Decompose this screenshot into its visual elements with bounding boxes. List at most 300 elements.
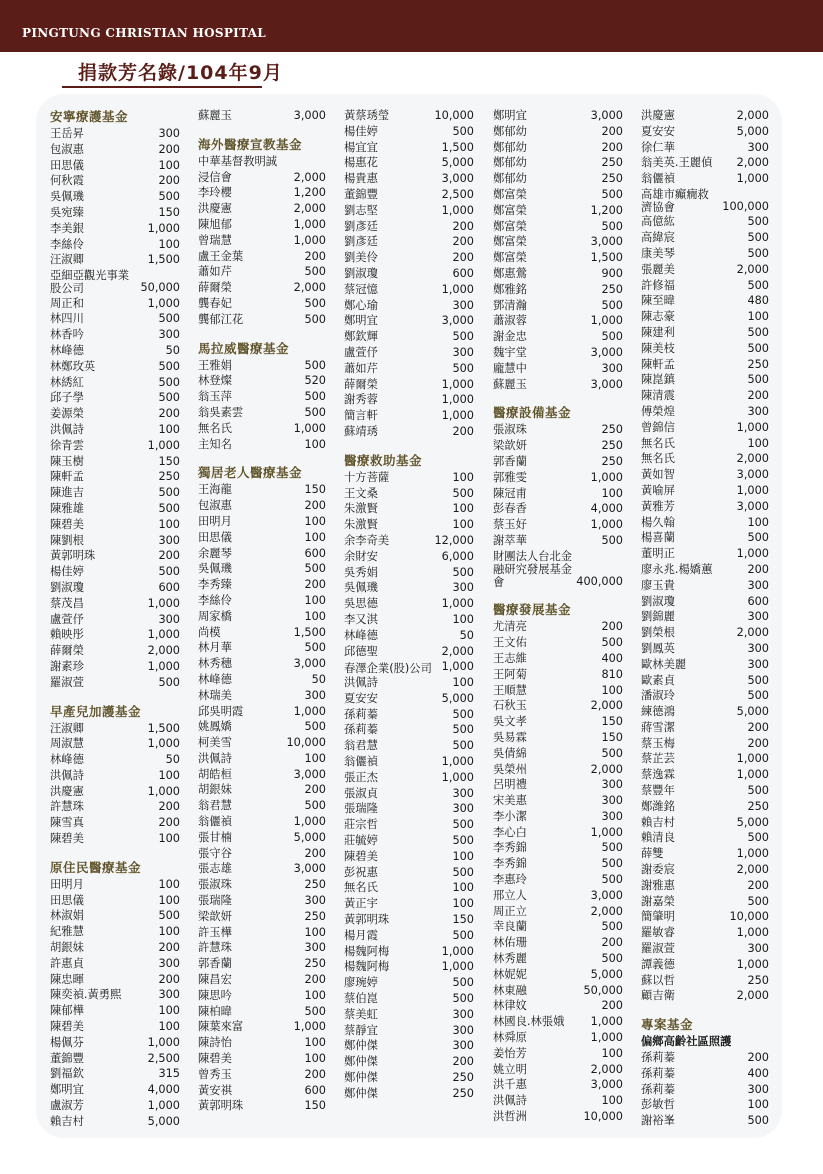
donor-row (493, 470, 623, 486)
donation-amount: 100 (304, 593, 326, 607)
donor-row (344, 108, 474, 124)
donation-amount: 1,000 (147, 596, 180, 610)
donor-name: 林舜原 (493, 1031, 527, 1045)
donor-row (493, 967, 623, 983)
donor-name: 蔡芷芸 (641, 752, 675, 766)
header-bar (0, 0, 823, 52)
donor-row (50, 343, 180, 359)
donor-row (641, 341, 769, 357)
donor-row (50, 485, 180, 501)
donor-name: 吳宛臻 (50, 205, 84, 219)
donor-name: 徐仁華 (641, 140, 675, 154)
donor-row (344, 707, 474, 723)
donor-row (50, 311, 180, 327)
fund-heading: 海外醫療宣教基金 (198, 136, 303, 152)
donor-name: 郭香蘭 (493, 454, 527, 468)
donor-name: 黃蔡琇瑩 (344, 109, 390, 122)
donor-name: 黃喻屏 (641, 483, 675, 497)
donor-row (493, 919, 623, 935)
donor-row (344, 549, 474, 565)
donation-amount: 300 (452, 298, 474, 312)
donor-row (198, 1098, 326, 1114)
donation-amount: 500 (601, 952, 623, 966)
donor-name: 鄭富榮 (493, 203, 527, 217)
donor-name: 陳劉根 (50, 533, 84, 547)
donor-row (198, 296, 326, 312)
donor-row (641, 1066, 769, 1082)
donation-amount: 1,000 (736, 547, 769, 561)
donor-name: 夏安安 (641, 124, 675, 138)
donor-name: 莊宗哲 (344, 818, 378, 832)
donation-amount: 500 (158, 190, 180, 204)
donor-name: 羅敏睿 (641, 926, 675, 940)
donor-row (493, 454, 623, 470)
donation-amount: 500 (452, 124, 474, 138)
donor-row (50, 799, 180, 815)
donor-name: 歐素貞 (641, 673, 675, 687)
donor-row (493, 951, 623, 967)
donation-amount: 250 (747, 357, 769, 371)
donor-name: 高雄市癲癇救濟協會 (641, 187, 709, 215)
donor-row (493, 840, 623, 856)
donor-row (641, 751, 769, 767)
donor-row (493, 219, 623, 235)
donation-amount: 300 (601, 778, 623, 792)
donation-amount: 200 (747, 878, 769, 892)
donation-amount: 100 (304, 925, 326, 939)
donation-amount: 150 (304, 1099, 326, 1113)
donor-name: 王順慧 (493, 683, 527, 697)
donation-amount: 500 (158, 565, 180, 579)
donation-amount: 100 (158, 158, 180, 172)
donor-name: 無名氏 (344, 881, 378, 895)
donor-name: 林瑞美 (198, 688, 232, 702)
donor-row (50, 205, 180, 221)
donor-name: 吳榮州 (493, 762, 527, 776)
donation-amount: 300 (158, 956, 180, 970)
donor-name: 姚立明 (493, 1062, 527, 1076)
donation-amount: 200 (747, 389, 769, 403)
donor-row (50, 454, 180, 470)
donor-name: 鄭富榮 (493, 187, 527, 201)
donor-row (641, 878, 769, 894)
fund-heading: 安寧療護基金 (50, 109, 129, 124)
donor-name: 吳文孝 (493, 715, 527, 729)
donation-amount: 500 (601, 187, 623, 201)
donor-row (641, 562, 769, 578)
donor-name: 邱德聖 (344, 644, 378, 658)
donation-amount: 2,000 (147, 644, 180, 658)
donation-amount: 500 (747, 231, 769, 245)
donor-name: 洪佩詩 (50, 768, 84, 782)
donor-name: 林月華 (198, 641, 232, 655)
donor-name: 洪哲洲 (493, 1110, 527, 1124)
donor-name: 翁君慧 (344, 739, 378, 753)
donor-row (493, 1077, 623, 1093)
donor-row (493, 486, 623, 502)
donation-amount: 1,000 (293, 233, 326, 247)
donation-amount: 200 (304, 973, 326, 987)
donation-amount: 200 (452, 424, 474, 438)
donation-amount: 100 (452, 518, 474, 532)
donation-amount: 1,000 (736, 926, 769, 940)
donation-amount: 100 (452, 676, 474, 690)
donation-amount: 500 (601, 857, 623, 871)
donor-name: 張正杰 (344, 770, 378, 784)
donor-row (641, 404, 769, 420)
donor-name: 徐青雲 (50, 438, 84, 452)
donor-row (344, 770, 474, 786)
donor-row (493, 825, 623, 841)
donor-name: 蕭淑蓉 (493, 314, 527, 328)
donor-row (493, 888, 623, 904)
donation-amount: 250 (304, 909, 326, 923)
donation-amount: 1,000 (441, 282, 474, 296)
donor-name: 蔣雪潔 (641, 720, 675, 734)
donor-name: 鄭明宜 (493, 109, 527, 122)
donor-name: 楊惠花 (344, 156, 378, 170)
donor-row (50, 252, 180, 268)
donation-amount: 1,000 (590, 1031, 623, 1045)
donor-row (198, 530, 326, 546)
donation-amount: 500 (304, 296, 326, 310)
donation-amount: 2,000 (590, 904, 623, 918)
donor-name: 劉淑瓊 (50, 580, 84, 594)
donor-name: 張淑貞 (344, 786, 378, 800)
donation-amount: 250 (601, 454, 623, 468)
donor-name: 十方菩薩 (344, 470, 390, 484)
donation-amount: 500 (452, 565, 474, 579)
donation-amount: 1,000 (590, 518, 623, 532)
donor-row (493, 345, 623, 361)
donor-name: 許修福 (641, 278, 675, 292)
donation-amount: 2,000 (736, 863, 769, 877)
donor-name: 簡言軒 (344, 409, 378, 423)
donation-amount: 500 (452, 928, 474, 942)
donor-name: 李又淇 (344, 612, 378, 626)
donor-name: 陳奕禎.黃勇熙 (50, 988, 122, 1002)
donor-row (344, 187, 474, 203)
donor-name: 潘淑玲 (641, 689, 675, 703)
donor-row (641, 140, 769, 156)
donor-row (641, 467, 769, 483)
donor-name: 李秀錦 (493, 841, 527, 855)
donation-amount: 100 (452, 849, 474, 863)
donation-amount: 1,500 (147, 721, 180, 735)
donor-row (344, 219, 474, 235)
donor-column-5 (641, 108, 769, 1129)
donor-name: 春澤企業(股)公司 (344, 661, 432, 675)
donor-row (641, 830, 769, 846)
donor-row (641, 357, 769, 373)
donor-name: 鄧清瀚 (493, 298, 527, 312)
donation-amount: 500 (747, 689, 769, 703)
donor-name: 汪淑卿 (50, 721, 84, 735)
donation-amount: 2,000 (736, 109, 769, 122)
donor-name: 楊久翰 (641, 515, 675, 529)
donor-row (50, 1082, 180, 1098)
donor-name: 鄭明宜 (50, 1083, 84, 1097)
donation-amount: 250 (601, 172, 623, 186)
donor-name: 田思儀 (198, 530, 232, 544)
donor-name: 孫莉蓁 (641, 1051, 675, 1065)
donor-row (198, 498, 326, 514)
donor-name: 彭春香 (493, 502, 527, 516)
donor-row (344, 991, 474, 1007)
donor-name: 財團法人台北金融研究發展基金會 (493, 549, 573, 590)
donor-row (198, 1035, 326, 1051)
donation-amount: 100 (158, 877, 180, 891)
donor-name: 許惠貞 (50, 956, 84, 970)
donor-name: 紀雅慧 (50, 925, 84, 939)
donation-amount: 200 (601, 620, 623, 634)
donor-name: 楊貴惠 (344, 172, 378, 186)
donor-row (493, 1046, 623, 1062)
donor-row (344, 533, 474, 549)
donor-name: 賴清良 (641, 831, 675, 845)
donor-row (641, 862, 769, 878)
donation-amount: 5,000 (441, 156, 474, 170)
donation-amount: 400 (601, 651, 623, 665)
donation-amount: 500 (304, 390, 326, 404)
donation-amount: 100 (304, 1036, 326, 1050)
donor-row (641, 262, 769, 278)
donor-name: 何秋霞 (50, 174, 84, 188)
donation-amount: 300 (304, 941, 326, 955)
donor-name: 鄭仲傑 (344, 1039, 378, 1053)
donation-amount: 500 (158, 312, 180, 326)
donor-column-2 (198, 108, 326, 1114)
donor-row (493, 856, 623, 872)
donor-name: 胡皓桓 (198, 767, 232, 781)
donor-name: 偏鄉高齡社區照護 (641, 1035, 732, 1049)
donor-row (50, 643, 180, 659)
donation-amount: 500 (747, 673, 769, 687)
donor-row (344, 298, 474, 314)
donation-amount: 200 (158, 816, 180, 830)
donor-row (344, 1038, 474, 1054)
donor-row (344, 1007, 474, 1023)
fund-heading: 醫療發展基金 (493, 602, 572, 618)
donation-amount: 100 (158, 832, 180, 846)
donor-name: 林香吟 (50, 328, 84, 342)
donation-amount: 200 (747, 1051, 769, 1065)
donation-amount: 500 (452, 818, 474, 832)
donor-row (50, 908, 180, 924)
donor-row (50, 517, 180, 533)
donation-amount: 300 (452, 345, 474, 359)
donor-row (641, 546, 769, 562)
donor-row (50, 596, 180, 612)
donor-name: 董明正 (641, 547, 675, 561)
donor-name: 楊宜宜 (344, 140, 378, 154)
donor-row (493, 533, 623, 549)
donation-amount: 200 (601, 140, 623, 154)
donor-row (198, 925, 326, 941)
donor-name: 魏宇堂 (493, 345, 527, 359)
donor-row (641, 925, 769, 941)
donation-amount: 100 (304, 437, 326, 451)
donor-row (50, 296, 180, 312)
donor-name: 呂明禮 (493, 778, 527, 792)
donation-amount: 1,000 (441, 377, 474, 391)
donor-row (344, 486, 474, 502)
donor-name: 林峰德 (50, 753, 84, 767)
donation-amount: 200 (158, 407, 180, 421)
donor-name: 王岳昇 (50, 127, 84, 140)
donor-name: 幸良蘭 (493, 920, 527, 934)
donation-amount: 900 (601, 266, 623, 280)
donor-name: 謝素珍 (50, 659, 84, 673)
donor-row (198, 577, 326, 593)
donor-name: 陳至暐 (641, 294, 675, 308)
donation-amount: 1,000 (293, 1020, 326, 1034)
donor-row (641, 641, 769, 657)
donor-name: 賴吉村 (50, 1114, 84, 1128)
donor-name: 莊毓婷 (344, 834, 378, 848)
donation-amount: 200 (304, 846, 326, 860)
donor-name: 郭香蘭 (198, 957, 232, 971)
donor-name: 陳軒孟 (50, 470, 84, 484)
donor-name: 王文佑 (493, 636, 527, 650)
donor-row (493, 187, 623, 203)
donor-row (50, 1066, 180, 1082)
donation-amount: 300 (304, 894, 326, 908)
donor-name: 洪慶憲 (50, 784, 84, 798)
donation-amount: 1,000 (736, 752, 769, 766)
donor-row (198, 988, 326, 1004)
donation-amount: 100 (601, 683, 623, 697)
donor-name: 鄭惠鶯 (493, 266, 527, 280)
donor-name: 陳美枝 (641, 341, 675, 355)
donor-name: 王文桑 (344, 486, 378, 500)
donor-name: 黃如智 (641, 468, 675, 482)
donor-name: 周淑慧 (50, 737, 84, 751)
donation-amount: 2,000 (590, 762, 623, 776)
donation-amount: 2,000 (293, 170, 326, 184)
donor-row (198, 798, 326, 814)
donation-amount: 600 (452, 266, 474, 280)
donor-name: 李秀臻 (198, 578, 232, 592)
donor-name: 王雅娟 (198, 358, 232, 372)
donation-amount: 3,000 (293, 767, 326, 781)
donor-row (641, 957, 769, 973)
donor-row (198, 814, 326, 830)
donation-amount: 1,000 (441, 393, 474, 407)
donor-name: 黃郭明珠 (344, 913, 390, 927)
donor-name: 汪淑卿 (50, 253, 84, 267)
donor-row (198, 719, 326, 735)
donation-amount: 2,000 (441, 644, 474, 658)
donor-row (493, 998, 623, 1014)
donation-amount: 1,000 (736, 483, 769, 497)
donor-name: 林秀穗 (198, 657, 232, 671)
donation-amount: 500 (747, 784, 769, 798)
donation-amount: 50 (165, 753, 180, 767)
donor-row (198, 861, 326, 877)
donation-amount: 100 (158, 517, 180, 531)
donation-amount: 100 (304, 988, 326, 1002)
donation-amount: 500 (747, 831, 769, 845)
donor-row (641, 704, 769, 720)
donor-row (198, 672, 326, 688)
donor-name: 洪佩詩 (344, 676, 378, 690)
donation-amount: 1,000 (590, 314, 623, 328)
donation-amount: 300 (601, 809, 623, 823)
donor-row (50, 126, 180, 142)
donation-amount: 5,000 (293, 830, 326, 844)
donation-amount: 4,000 (147, 1083, 180, 1097)
donor-name: 賴映彤 (50, 628, 84, 642)
donor-row (50, 189, 180, 205)
donor-row (344, 250, 474, 266)
donor-name: 陳思吟 (198, 988, 232, 1002)
donor-name: 劉志堅 (344, 203, 378, 217)
donor-row (493, 422, 623, 438)
donation-amount: 100 (158, 237, 180, 251)
donor-name: 胡銀妹 (50, 941, 84, 955)
donor-name: 翁玉萍 (198, 390, 232, 404)
donor-row (493, 935, 623, 951)
donor-name: 林登燦 (198, 374, 232, 388)
donation-amount: 5,000 (736, 124, 769, 138)
donation-amount: 200 (158, 800, 180, 814)
donor-name: 李心白 (493, 825, 527, 839)
donation-amount: 100 (304, 514, 326, 528)
donor-row (641, 530, 769, 546)
donor-name: 浸信會 (198, 170, 232, 184)
donor-name: 王海龍 (198, 483, 232, 497)
donor-row (198, 940, 326, 956)
donor-row (641, 578, 769, 594)
donation-amount: 2,500 (147, 1051, 180, 1065)
donor-row (344, 928, 474, 944)
donor-name: 周正立 (493, 904, 527, 918)
donor-name: 林綉紅 (50, 375, 84, 389)
donor-name: 劉彥廷 (344, 219, 378, 233)
donation-amount: 500 (304, 799, 326, 813)
donor-name: 尚模 (198, 625, 221, 639)
donor-row (198, 482, 326, 498)
donor-name: 曾瑞慧 (198, 233, 232, 247)
donor-row (198, 546, 326, 562)
donation-amount: 2,000 (590, 1062, 623, 1076)
donor-row (641, 499, 769, 515)
donation-amount: 100 (304, 530, 326, 544)
donor-name: 楊佳婷 (344, 124, 378, 138)
donor-name: 張甘楠 (198, 830, 232, 844)
donation-amount (765, 1034, 769, 1050)
donor-row (198, 782, 326, 798)
donation-amount: 300 (747, 610, 769, 624)
donor-row (344, 124, 474, 140)
donor-row (641, 894, 769, 910)
donor-row (344, 801, 474, 817)
donation-amount: 500 (601, 219, 623, 233)
donor-name: 洪慶憲 (641, 109, 675, 122)
donation-amount: 250 (747, 799, 769, 813)
donor-name: 劉鳳英 (641, 641, 675, 655)
donor-row (50, 924, 180, 940)
donation-amount: 1,000 (147, 784, 180, 798)
donation-amount: 100 (452, 612, 474, 626)
donation-amount: 200 (452, 251, 474, 265)
donor-row (198, 561, 326, 577)
donation-amount: 1,000 (147, 1099, 180, 1113)
donor-row (344, 912, 474, 928)
donor-row (198, 830, 326, 846)
donation-amount: 500 (304, 720, 326, 734)
